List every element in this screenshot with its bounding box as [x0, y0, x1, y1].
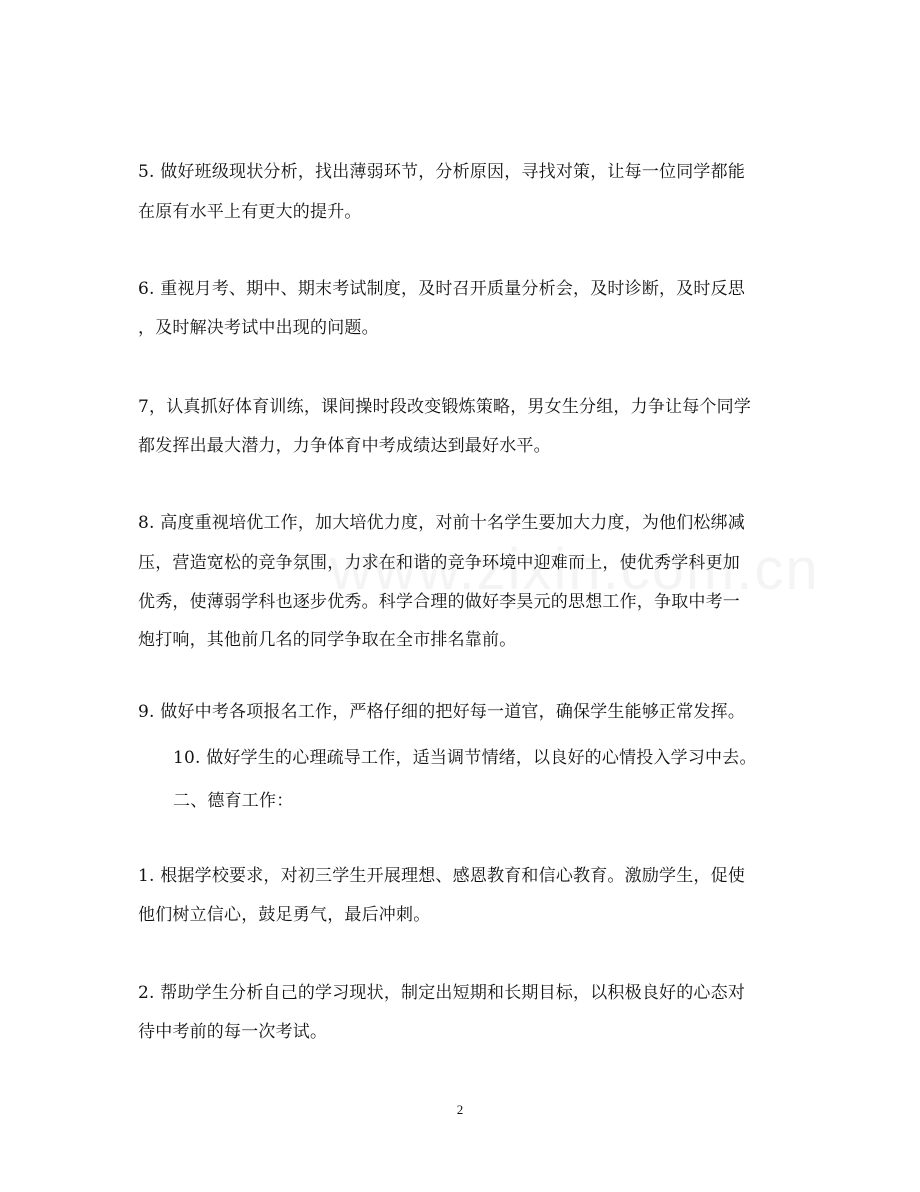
paragraph-5-line-2: 在原有水平上有更大的提升。 [138, 202, 362, 222]
paragraph-2-line-2: 待中考前的每一次考试。 [138, 1022, 328, 1042]
paragraph-9-line-1: 9. 做好中考各项报名工作，严格仔细的把好每一道官，确保学生能够正常发挥。 [138, 702, 746, 722]
paragraph-6-line-1: 6. 重视月考、期中、期末考试制度，及时召开质量分析会，及时诊断，及时反思 [138, 279, 746, 299]
paragraph-8-line-2: 压，营造宽松的竞争氛围，力求在和谐的竞争环境中迎难而上，使优秀学科更加 [138, 553, 740, 573]
section-heading-moral-education: 二、德育工作： [173, 791, 294, 811]
paragraph-2-line-1: 2. 帮助学生分析自己的学习现状，制定出短期和长期目标，以积极良好的心态对 [138, 983, 746, 1003]
paragraph-5-line-1: 5. 做好班级现状分析，找出薄弱环节，分析原因，寻找对策，让每一位同学都能 [138, 162, 746, 182]
paragraph-1-line-1: 1. 根据学校要求，对初三学生开展理想、感恩教育和信心教育。激励学生，促使 [138, 866, 746, 886]
paragraph-1-line-2: 他们树立信心，鼓足勇气，最后冲刺。 [138, 905, 431, 925]
paragraph-7-line-2: 都发挥出最大潜力，力争体育中考成绩达到最好水平。 [138, 436, 551, 456]
page-number: 2 [456, 1102, 464, 1117]
paragraph-8-line-4: 炮打响，其他前几名的同学争取在全市排名靠前。 [138, 630, 517, 650]
paragraph-6-line-2: ，及时解决考试中出现的问题。 [138, 318, 379, 338]
paragraph-7-line-1: 7，认真抓好体育训练，课间操时段改变锻炼策略，男女生分组，力争让每个同学 [138, 397, 752, 417]
paragraph-8-line-1: 8. 高度重视培优工作，加大培优力度，对前十名学生要加大力度，为他们松绑减 [138, 513, 746, 533]
paragraph-8-line-3: 优秀，使薄弱学科也逐步优秀。科学合理的做好李昊元的思想工作，争取中考一 [138, 592, 740, 612]
paragraph-10-line-1: 10. 做好学生的心理疏导工作，适当调节情绪，以良好的心情投入学习中去。 [173, 748, 757, 768]
